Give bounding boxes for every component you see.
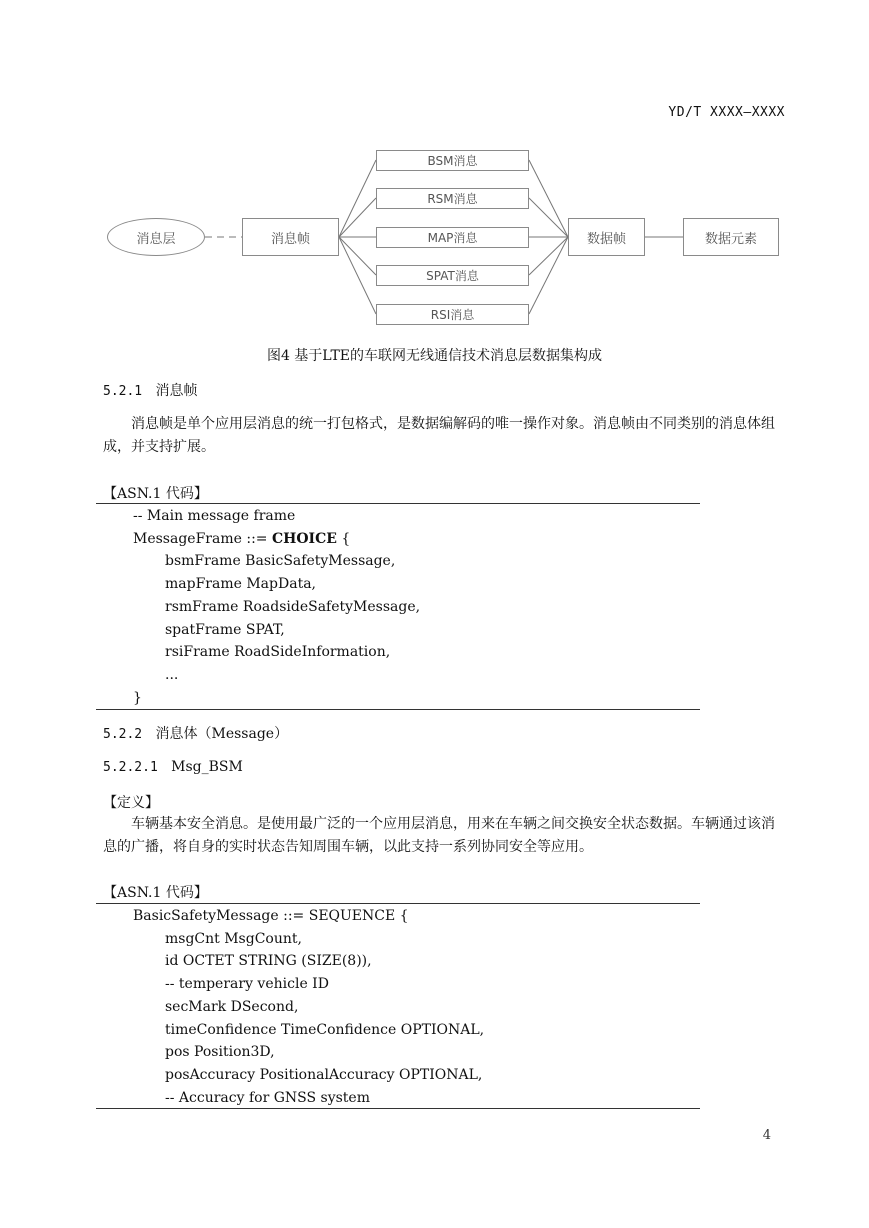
section-heading-5-2-2 [103, 723, 288, 743]
message-frame-node: 消息帧 [242, 218, 339, 256]
code-line: ... [165, 666, 179, 683]
code-line: rsiFrame RoadSideInformation, [165, 644, 391, 661]
code-bottom-rule [96, 1108, 700, 1109]
section-title: 消息体（Message） [155, 726, 289, 742]
section-title: Msg_BSM [171, 759, 243, 775]
code-declaration: MessageFrame ::= CHOICE { [133, 530, 351, 547]
definition-label: 【定义】 [103, 795, 159, 811]
code-declaration: BasicSafetyMessage ::= SEQUENCE { [133, 908, 409, 924]
code-line: pos Position3D, [165, 1044, 275, 1061]
spat-message-node: SPAT消息 [376, 265, 529, 286]
code-line: rsmFrame RoadsideSafetyMessage, [165, 598, 421, 615]
section-number: 5.2.2 [103, 727, 143, 742]
code-line: mapFrame MapData, [165, 576, 316, 593]
bsm-message-node: BSM消息 [376, 150, 529, 171]
section-heading-5-2-2-1 [103, 759, 243, 775]
code-line: msgCnt MsgCount, [165, 930, 302, 947]
message-frame-code [133, 505, 420, 709]
code-close-brace: } [133, 689, 142, 706]
code-line: -- Accuracy for GNSS system [165, 1089, 370, 1106]
rsi-message-node: RSI消息 [376, 304, 529, 325]
code-line: secMark DSecond, [165, 998, 299, 1015]
section-number: 5.2.1 [103, 384, 143, 399]
section-title: 消息帧 [155, 383, 198, 399]
page-number: 4 [762, 1128, 771, 1143]
figure-caption: 图4 基于LTE的车联网无线通信技术消息层数据集构成 [266, 348, 603, 364]
code-top-rule [96, 903, 700, 904]
document-code: YD/T XXXX—XXXX [668, 105, 785, 120]
code-line: bsmFrame BasicSafetyMessage, [165, 553, 396, 570]
data-frame-node: 数据帧 [568, 218, 645, 256]
message-frame-paragraph: 消息帧是单个应用层消息的统一打包格式，是数据编解码的唯一操作对象。消息帧由不同类别的消息体组成，并支持扩展。 [103, 416, 775, 455]
message-layer-node: 消息层 [107, 218, 205, 256]
bsm-code [133, 905, 484, 1109]
data-element-node: 数据元素 [683, 218, 779, 256]
code-line: id OCTET STRING (SIZE(8)), [165, 953, 372, 970]
code-top-rule [96, 503, 700, 504]
map-message-node: MAP消息 [376, 227, 529, 248]
section-heading-5-2-1 [103, 380, 198, 400]
message-layer-diagram [0, 140, 869, 335]
bsm-definition-paragraph: 车辆基本安全消息。是使用最广泛的一个应用层消息，用来在车辆之间交换安全状态数据。车辆通过该消息的广播，将自身的实时状态告知周围车辆，以此支持一系列协同安全等应用。 [103, 816, 775, 855]
code-line: -- temperary vehicle ID [165, 976, 329, 993]
code-line: timeConfidence TimeConfidence OPTIONAL, [165, 1021, 485, 1038]
code-line: spatFrame SPAT, [165, 621, 285, 638]
code-bottom-rule [96, 709, 700, 710]
code-comment: -- Main message frame [133, 508, 296, 524]
code-line: posAccuracy PositionalAccuracy OPTIONAL, [165, 1066, 483, 1083]
asn-code-label: 【ASN.1 代码】 [103, 885, 208, 901]
asn-code-label: 【ASN.1 代码】 [103, 486, 208, 502]
section-number: 5.2.2.1 [103, 760, 158, 775]
rsm-message-node: RSM消息 [376, 188, 529, 209]
